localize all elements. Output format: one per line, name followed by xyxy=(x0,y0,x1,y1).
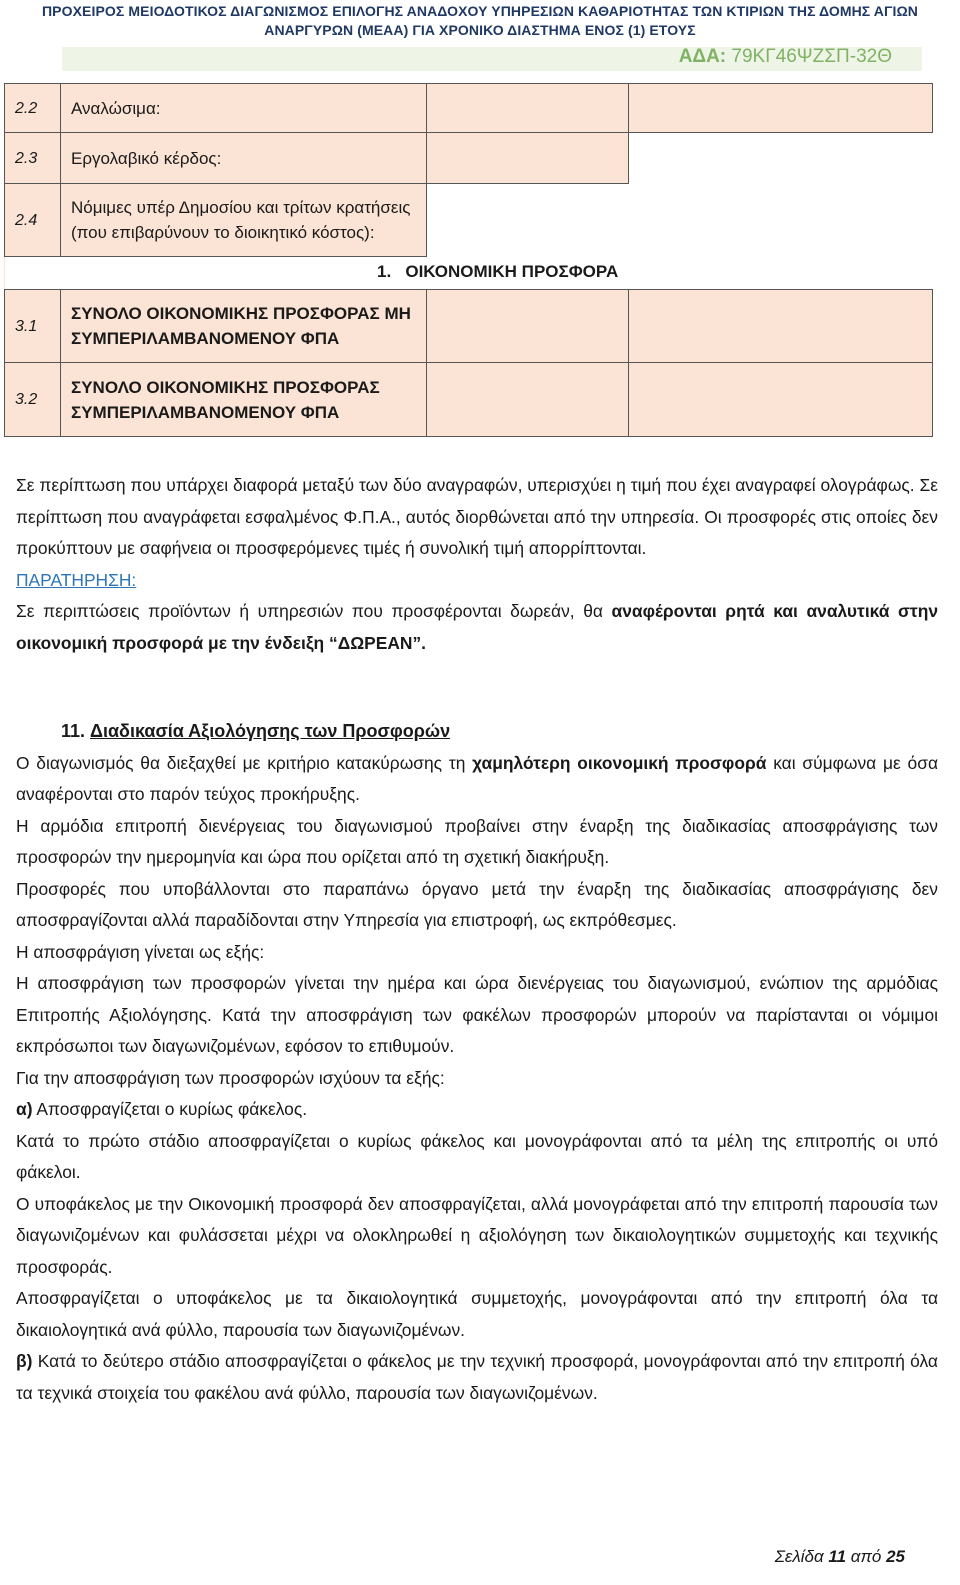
paragraph: Προσφορές που υποβάλλονται στο παραπάνω όργανο μετά την έναρξη της διαδικασίας αποσφράγισης δεν αποσφραγίζονται αλλά παραδίδονται στην Υπηρεσία για επιστροφή, ως εκπρόθεσμες. xyxy=(16,878,938,930)
cost-table xyxy=(4,83,933,437)
ada-label: ΑΔΑ: xyxy=(678,46,727,67)
row-value-cell xyxy=(629,84,933,133)
note-paragraph: Σε περιπτώσεις προϊόντων ή υπηρεσιών που προσφέρονται δωρεάν, θα αναφέρονται ρητά και αναλυτικά στην οικονομική προσφορά με την ένδειξη “ΔΩΡΕΑΝ”. xyxy=(16,601,938,653)
table-row xyxy=(5,184,933,257)
header-line-2: ΑΝΑΡΓΥΡΩΝ (ΜΕΑΑ) ΓΙΑ ΧΡΟΝΙΚΟ ΔΙΑΣΤΗΜΑ ΕΝΟΣ (1) ΕΤΟΥΣ xyxy=(264,22,696,38)
table-row xyxy=(5,84,933,133)
paragraph: Ο διαγωνισμός θα διεξαχθεί με κριτήριο κατακύρωσης τη χαμηλότερη οικονομική προσφορά και σύμφωνα με όσα αναφέρονται στο παρόν τεύχος προκήρυξης. xyxy=(16,752,938,804)
row-value-cell xyxy=(427,363,629,437)
row-value-cell xyxy=(629,184,933,257)
row-label: Αναλώσιμα: xyxy=(61,84,427,133)
table-row xyxy=(5,290,933,363)
row-value-cell xyxy=(427,290,629,363)
table-row xyxy=(5,363,933,437)
row-number: 3.2 xyxy=(5,363,61,437)
row-label: ΣΥΝΟΛΟ ΟΙΚΟΝΟΜΙΚΗΣ ΠΡΟΣΦΟΡΑΣ ΜΗ ΣΥΜΠΕΡΙΛΑΜΒΑΝΟΜΕΝΟΥ ΦΠΑ xyxy=(61,290,427,363)
document-header xyxy=(0,2,960,40)
row-value-cell xyxy=(629,133,933,184)
header-line-1: ΠΡΟΧΕΙΡΟΣ ΜΕΙΟΔΟΤΙΚΟΣ ΔΙΑΓΩΝΙΣΜΟΣ ΕΠΙΛΟΓΗΣ ΑΝΑΔΟΧΟΥ ΥΠΗΡΕΣΙΩΝ ΚΑΘΑΡΙΟΤΗΤΑΣ ΤΩΝ ΚΤΙΡΙΩΝ ΤΗΣ ΔΟΜΗΣ ΑΓΙΩΝ xyxy=(41,3,919,19)
page-footer: Σελίδα 11 από 25 xyxy=(774,1547,905,1566)
row-value-cell xyxy=(427,133,629,184)
paragraph: Για την αποσφράγιση των προσφορών ισχύουν τα εξής: xyxy=(16,1067,445,1088)
row-value-cell xyxy=(427,84,629,133)
paragraph: Κατά το πρώτο στάδιο αποσφραγίζεται ο κυρίως φάκελος και μονογράφονται από τα μέλη της επιτροπής οι υπό φάκελοι. xyxy=(16,1130,938,1182)
row-number: 2.4 xyxy=(5,184,61,257)
section-label-financial-offer: 1. ΟΙΚΟΝΟΜΙΚΗ ΠΡΟΣΦΟΡΑ xyxy=(377,262,619,281)
row-value-cell xyxy=(427,184,629,257)
row-label: Νόμιμες υπέρ Δημοσίου και τρίτων κρατήσεις (που επιβαρύνουν το διοικητικό κόστος): xyxy=(61,184,427,257)
paragraph: α) Αποσφραγίζεται ο κυρίως φάκελος. xyxy=(16,1099,308,1119)
paragraph: Η αποσφράγιση γίνεται ως εξής: xyxy=(16,941,265,962)
row-value-cell xyxy=(629,290,933,363)
row-number: 2.3 xyxy=(5,133,61,184)
paragraph: Σε περίπτωση που υπάρχει διαφορά μεταξύ των δύο αναγραφών, υπερισχύει η τιμή που έχει αναγραφεί ολογράφως. Σε περίπτωση που αναγράφεται εσφαλμένος Φ.Π.Α., αυτός διορθώνεται από την υπηρεσία. Οι προσφορές στις οποίες δεν προκύπτουν με σαφήνεια οι προσφερόμενες τιμές ή συνολική τιμή απορρίπτονται. xyxy=(16,475,938,558)
ada-stamp xyxy=(679,46,892,68)
main-body xyxy=(16,470,938,659)
table-row xyxy=(5,133,933,184)
row-number: 3.1 xyxy=(5,290,61,363)
section-11 xyxy=(16,716,938,1409)
ada-code: 79ΚΓ46ΨΖΣΠ-32Θ xyxy=(731,46,892,67)
paragraph: Η αποσφράγιση των προσφορών γίνεται την ημέρα και ώρα διενέργειας του διαγωνισμού, ενώπιον της αρμόδιας Επιτροπής Αξιολόγησης. Κατά την αποσφράγιση των φακέλων προσφορών μπορούν να παρίστανται οι νόμιμοι εκπρόσωποι των διαγωνιζομένων, εφόσον το επιθυμούν. xyxy=(16,973,938,1056)
paragraph: Η αρμόδια επιτροπή διενέργειας του διαγωνισμού προβαίνει στην έναρξη της διαδικασίας αποσφράγισης των προσφορών την ημερομηνία και ώρα που ορίζεται από τη σχετική διακήρυξη. xyxy=(16,815,938,867)
paragraph: Αποσφραγίζεται ο υποφάκελος με τα δικαιολογητικά συμμετοχής, μονογράφονται από την επιτροπή όλα τα δικαιολογητικά ανά φύλλο, παρουσία των διαγωνιζομένων. xyxy=(16,1288,938,1340)
row-label: ΣΥΝΟΛΟ ΟΙΚΟΝΟΜΙΚΗΣ ΠΡΟΣΦΟΡΑΣ ΣΥΜΠΕΡΙΛΑΜΒΑΝΟΜΕΝΟΥ ΦΠΑ xyxy=(61,363,427,437)
row-value-cell xyxy=(629,363,933,437)
paragraph: β) Κατά το δεύτερο στάδιο αποσφραγίζεται ο φάκελος με την τεχνική προσφορά, μονογράφονται από την επιτροπή όλα τα τεχνικά στοιχεία του φακέλου ανά φύλλο, παρουσία των διαγωνιζομένων. xyxy=(16,1351,938,1403)
paragraph: Ο υποφάκελος με την Οικονομική προσφορά δεν αποσφραγίζεται, αλλά μονογράφεται από την επιτροπή παρουσία των διαγωνιζομένων και φυλάσσεται μέχρι να ολοκληρωθεί η αξιολόγηση των δικαιολογητικών συμμετοχής και τεχνικής προσφοράς. xyxy=(16,1193,938,1277)
note-label: ΠΑΡΑΤΗΡΗΣΗ: xyxy=(16,569,137,590)
section-heading: 11. Διαδικασία Αξιολόγησης των Προσφορών xyxy=(61,721,451,741)
row-label: Εργολαβικό κέρδος: xyxy=(61,133,427,184)
row-number: 2.2 xyxy=(5,84,61,133)
